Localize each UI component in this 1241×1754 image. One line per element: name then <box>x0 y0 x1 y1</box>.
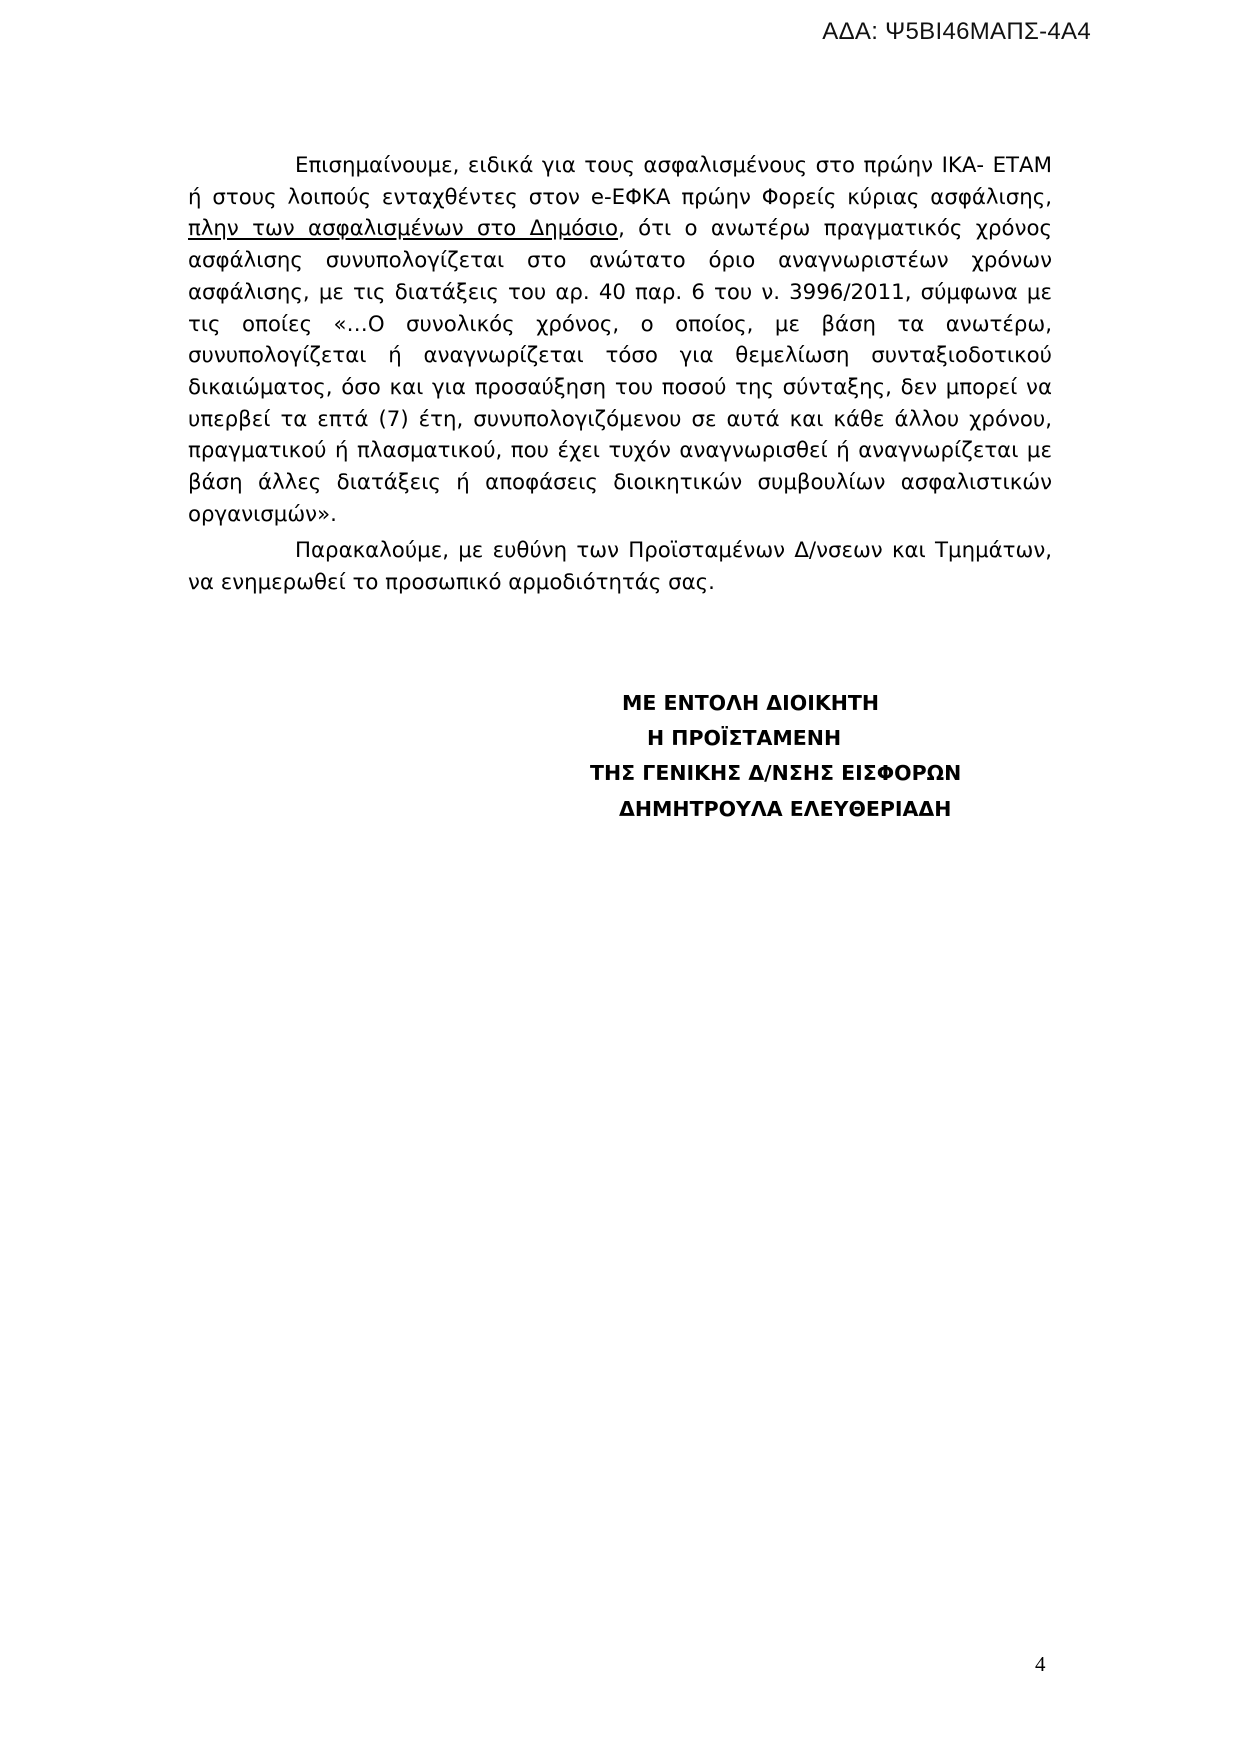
paragraph-1-intro: Επισημαίνουμε, ειδικά για τους ασφαλισμένους στο πρώην ΙΚΑ- ΕΤΑΜ ή στους λοιπούς ενταχθέντες στον e-ΕΦΚΑ πρώην Φορείς κύριας ασφάλισης, <box>188 153 1052 210</box>
signature-role-line: Η ΠΡΟΪΣΤΑΜΕΝΗ <box>647 726 842 751</box>
signature-order-line: ΜΕ ΕΝΤΟΛΗ ΔΙΟΙΚΗΤΗ <box>622 691 880 715</box>
signature-department-line: ΤΗΣ ΓΕΝΙΚΗΣ Δ/ΝΣΗΣ ΕΙΣΦΟΡΩΝ <box>590 761 962 786</box>
paragraph-1-rest: , ότι ο ανωτέρω πραγματικός χρόνος ασφάλισης συνυπολογίζεται στο ανώτατο όριο αναγνωριστέων χρόνων ασφάλισης, με τις διατάξεις του αρ. 40 παρ. 6 του ν. 3996/2011, σύμφωνα με τις οποίες «…Ο συνολικός χρόνος, ο οποίος, με βάση τα ανωτέρω, συνυπολογίζεται ή αναγνωρίζεται τόσο για θεμελίωση συνταξιοδοτικού δικαιώματος, όσο και για προσαύξηση του ποσού της σύνταξης, δεν μπορεί να υπερβεί τα επτά (7) έτη, συνυπολογιζόμενου σε αυτά και κάθε άλλου χρόνου, πραγματικού ή πλασματικού, που έχει τυχόν αναγνωρισθεί ή αναγνωρίζεται με βάση άλλες διατάξεις ή αποφάσεις διοικητικών συμβουλίων ασφαλιστικών οργανισμών». <box>188 216 1052 527</box>
signatory-name: ΔΗΜΗΤΡΟΥΛΑ ΕΛΕΥΘΕΡΙΑΔΗ <box>619 796 952 821</box>
page-number: 4 <box>1035 1652 1046 1676</box>
paragraph-insurance-note <box>188 150 1052 530</box>
paragraph-request: Παρακαλούμε, με ευθύνη των Προϊσταμένων Δ/νσεων και Τμημάτων, να ενημερωθεί το προσωπικό αρμοδιότητάς σας. <box>188 538 1052 596</box>
underlined-exception: πλην των ασφαλισμένων στο Δημόσιο <box>188 216 619 242</box>
document-body <box>188 150 1052 599</box>
ada-identifier: ΑΔΑ: Ψ5ΒΙ46ΜΑΠΣ-4Α4 <box>822 18 1091 45</box>
signature-block <box>558 686 978 827</box>
